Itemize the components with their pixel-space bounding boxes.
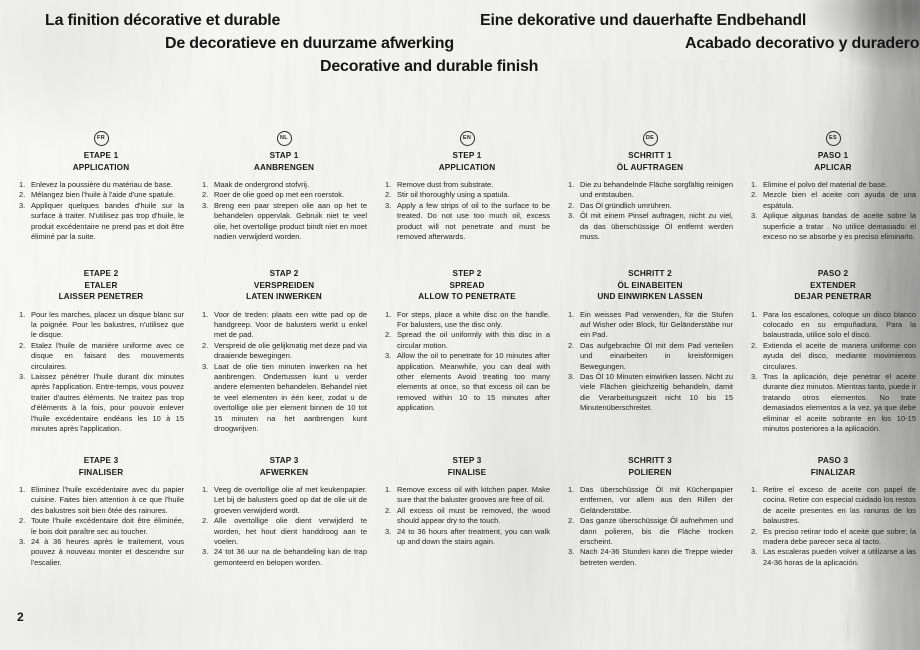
instruction-item: Tras la aplicación, deje penetrar el aceite durante diez minutos. Mientras tanto, puede ir tratando otros elementos. No trate demasiados elementos a la vez, ya que debe eliminar el aceite sobrante en los 10-15 minutos posteriores a la aplicación. [763, 371, 916, 433]
heading-line: AANBRENGEN [253, 162, 315, 172]
heading-line: ETAPE 2 [83, 269, 119, 278]
fr-language-badge-icon: FR [94, 131, 109, 146]
section-heading [18, 455, 184, 478]
instruction-item: For steps, place a white disc on the handle. For balusters, use the disc only. [397, 309, 550, 329]
instruction-item: Voor de treden: plaats een witte pad op de handgreep. Voor de balusters werkt u enkel met de pad. [214, 309, 367, 340]
instruction-item: Das überschüssige Öl mit Küchenpapier entfernen, vor allem aus den Rillen der Geländerstäbe. [580, 485, 733, 515]
heading-line: UND EINWIRKEN LASSEN [597, 292, 703, 301]
heading-line: PASO 2 [817, 269, 849, 278]
heading-line: ÖL AUFTRAGEN [616, 162, 684, 172]
es-step-2 [750, 268, 916, 455]
instruction-list [384, 180, 550, 242]
nl-step-1 [201, 150, 367, 268]
section-heading [567, 268, 733, 303]
de-step-3 [567, 455, 733, 568]
instruction-item: Mezcle bien el aceite con ayuda de una espátula. [763, 190, 916, 210]
badge-row [567, 126, 733, 150]
nl-language-badge-icon: NL [277, 131, 292, 146]
instruction-item: Remove excess oil with kitchen paper. Make sure that the baluster grooves are free of oil. [397, 485, 550, 505]
heading-line: STAP 3 [269, 456, 299, 465]
instruction-list [567, 310, 733, 414]
en-step-3 [384, 455, 550, 547]
section-heading [18, 268, 184, 303]
heading-line: LATEN INWERKEN [246, 292, 322, 301]
column-nl [201, 126, 367, 568]
instruction-item: Etalez l'huile de manière uniforme avec ce disque en faisant des mouvements circulaires. [31, 340, 184, 371]
instruction-item: Die zu behandelnde Fläche sorgfältig reinigen und entstauben. [580, 180, 733, 200]
instruction-item: Das Öl 10 Minuten einwirken lassen. Nicht zu viele Flächen gleichzeitig behandeln, damit die Verarbeitungszeit nicht 10 bis 15 Minutenüberschreitet. [580, 371, 733, 413]
heading-line: STEP 1 [452, 151, 482, 160]
instruction-list [18, 310, 184, 435]
section-heading [750, 150, 916, 173]
instruction-list [201, 310, 367, 435]
instruction-item: Es preciso retirar todo el aceite que sobre; la madera debe parecer seca al tacto. [763, 526, 916, 547]
heading-line: SCHRITT 3 [628, 456, 672, 465]
heading-line: SCHRITT 2 [628, 269, 672, 278]
section-heading [384, 455, 550, 478]
title-english: Decorative and durable finish [320, 58, 539, 75]
heading-line: DEJAR PENETRAR [794, 292, 872, 301]
title-german: Eine dekorative und dauerhafte Endbehandl [480, 12, 807, 29]
instruction-item: Laat de olie tien minuten inwerken na het aanbrengen. Ondertussen kunt u verder andere elementen behandelen. Behandel niet te veel elementen in één keer, zodat u de overtollige olie per element binnen de 10 tot 15 minuten na het aanbrengen kunt droogwrijven. [214, 361, 367, 433]
nl-step-3 [201, 455, 367, 568]
instruction-item: Retire el exceso de aceite con papel de cocina. Retire con especial cuidado los restos de aceite presentes en las ranuras de los balaustres. [763, 485, 916, 526]
instruction-item: Extienda el aceite de manera uniforme con ayuda del disco, mediante movimientos circulares. [763, 340, 916, 371]
column-fr [18, 126, 184, 568]
badge-row [750, 126, 916, 150]
heading-line: LAISSER PENETRER [58, 292, 144, 301]
instruction-item: Enlevez la poussière du matériau de base. [31, 180, 173, 189]
instruction-list [567, 180, 733, 242]
nl-step-2 [201, 268, 367, 455]
instruction-item: 24 tot 36 uur na de behandeling kan de trap gemonteerd en belopen worden. [214, 547, 367, 567]
section-heading [750, 455, 916, 478]
instruction-list [567, 485, 733, 568]
column-de [567, 126, 733, 568]
instruction-item: Para los escalones, coloque un disco blanco colocado en su empuñadura. Para la balaustrada, utilice solo el disco. [763, 309, 916, 340]
es-language-badge-icon: ES [826, 131, 841, 146]
badge-row [201, 126, 367, 150]
instruction-list [750, 485, 916, 568]
heading-line: FINALIZAR [810, 467, 856, 477]
heading-line: POLIEREN [628, 467, 672, 477]
heading-line: ÖL EINABEITEN [617, 280, 683, 290]
page-number: 2 [17, 610, 24, 624]
instruction-item: Mélangez bien l'huile à l'aide d'une spatule. [31, 190, 175, 200]
heading-line: SCHRITT 1 [628, 151, 672, 160]
section-heading [201, 150, 367, 173]
instruction-list [750, 180, 916, 242]
instruction-list [750, 310, 916, 435]
heading-line: APPLICATION [438, 162, 496, 172]
de-language-badge-icon: DE [643, 131, 658, 146]
column-es [750, 126, 916, 568]
title-spanish: Acabado decorativo y duradero [685, 35, 920, 52]
instruction-item: 24 à 36 heures après le traitement, vous pouvez à nouveau monter et descendre sur l'escalier. [31, 537, 184, 567]
heading-line: ETAPE 1 [83, 151, 119, 160]
es-step-3 [750, 455, 916, 568]
instruction-item: Pour les marches, placez un disque blanc sur la poignée. Pour les balustres, n'utilisez que le disque. [31, 309, 184, 340]
heading-line: PASO 3 [817, 456, 849, 465]
heading-line: EXTENDER [810, 280, 856, 290]
instruction-item: Das Öl gründlich umrühren. [580, 200, 672, 210]
instruction-item: Aplique algunas bandas de aceite sobre la superficie a tratar . No utilice demasiado: el exceso no se absorbe y es preciso eliminarlo. [763, 211, 916, 242]
section-heading [567, 150, 733, 173]
section-heading [201, 455, 367, 478]
instruction-columns [18, 126, 916, 568]
instruction-list [18, 180, 184, 242]
instruction-item: Stir oil thoroughly using a spatula. [397, 190, 510, 200]
instruction-item: Das aufgebrachte Öl mit dem Pad verteilen und einarbeiten in kreisförmigen Bewegungen. [580, 340, 733, 371]
instruction-item: Appliquer quelques bandes d'huile sur la surface à traiter. N'utilisez pas trop d'huile, le produit excédentaire ne prend pas et doit être éliminé par la suite. [31, 200, 184, 242]
instruction-item: Das ganze überschüssige Öl aufnehmen und dann polieren, bis die Fläche trocken erscheint. [580, 516, 733, 547]
title-french: La finition décorative et durable [45, 12, 281, 29]
en-language-badge-icon: EN [460, 131, 475, 146]
instruction-item: Eliminez l'huile excédentaire avec du papier cuisine. Faites bien attention à ce que l'huile des balustres soit bien ôtée des rainures. [31, 485, 184, 515]
instruction-item: Laissez pénétrer l'huile durant dix minutes après l'application. Entre-temps, vous pouvez traiter d'autres éléments. Ne traitez pas trop d'éléments à la fois, pour pouvoir enlever l'huile excédentaire endéans les 10 à 15 minutes après l'application. [31, 371, 184, 433]
heading-line: FINALISER [78, 467, 124, 477]
instruction-item: Öl mit einem Pinsel auftragen, nicht zu viel, da das überschüssige Öl entfernt werden muss. [580, 211, 733, 242]
instruction-item: Maak de ondergrond stofvrij. [214, 180, 310, 189]
instruction-list [201, 485, 367, 568]
section-heading [567, 455, 733, 478]
instruction-item: Toute l'huile excédentaire doit être éliminée, le bois doit paraître sec au toucher. [31, 516, 184, 536]
heading-line: PASO 1 [817, 151, 849, 160]
fr-step-2 [18, 268, 184, 455]
instruction-item: Verspreid de olie gelijkmatig met deze pad via draaiende bewegingen. [214, 340, 367, 361]
instruction-item: Allow the oil to penetrate for 10 minutes after application. Meanwhile, you can deal with other elements Avoid treating too many elements at once, so that excess oil can be removed within 10 to 15 minutes after application. [397, 351, 550, 413]
instruction-item: Breng een paar strepen olie aan op het te behandelen oppervlak. Gebruik niet te veel olie, het overtollige product bindt niet en moet nadien verwijderd worden. [214, 200, 367, 242]
section-heading [384, 268, 550, 303]
title-dutch: De decoratieve en duurzame afwerking [165, 35, 454, 52]
instruction-item: Elimine el polvo del material de base. [763, 180, 888, 189]
heading-line: STAP 1 [269, 151, 299, 160]
heading-line: APLICAR [814, 162, 852, 172]
instruction-item: Remove dust from substrate. [397, 180, 494, 189]
heading-line: ETALER [84, 280, 118, 290]
fr-step-3 [18, 455, 184, 568]
instruction-list [384, 310, 550, 414]
instruction-item: Veeg de overtollige olie af met keukenpapier. Let bij de balusters goed op dat de olie uit de groeven verwijderd wordt. [214, 485, 367, 515]
heading-line: ALLOW TO PENETRATE [418, 292, 516, 301]
heading-line: ETAPE 3 [83, 456, 119, 465]
de-step-2 [567, 268, 733, 455]
instruction-item: Las escaleras pueden volver a utilizarse a las 24-36 horas de la aplicación. [763, 547, 916, 567]
section-heading [384, 150, 550, 173]
instruction-item: Nach 24-36 Stunden kann die Treppe wieder betreten werden. [580, 547, 733, 567]
heading-line: STAP 2 [269, 269, 299, 278]
en-step-1 [384, 150, 550, 268]
instruction-list [384, 485, 550, 547]
instruction-item: Spread the oil uniformly with this disc in a circular motion. [397, 330, 550, 350]
instruction-list [18, 485, 184, 568]
column-en [384, 126, 550, 568]
heading-line: AFWERKEN [259, 467, 309, 477]
instruction-item: Alle overtollige olie dient verwijderd te worden, het hout dient handdroog aan te voelen. [214, 516, 367, 547]
instruction-item: 24 to 36 hours after treatment, you can walk up and down the stairs again. [397, 526, 550, 547]
section-heading [201, 268, 367, 303]
section-heading [18, 150, 184, 173]
instruction-list [201, 180, 367, 242]
instruction-item: Apply a few strips of oil to the surface to be treated. Do not use too much oil, excess product will not penetrate and must be removed afterwards. [397, 200, 550, 242]
es-step-1 [750, 150, 916, 268]
en-step-2 [384, 268, 550, 455]
heading-line: STEP 2 [452, 269, 482, 278]
heading-line: VERSPREIDEN [253, 280, 315, 290]
de-step-1 [567, 150, 733, 268]
fr-step-1 [18, 150, 184, 268]
heading-line: STEP 3 [452, 456, 482, 465]
heading-line: APPLICATION [72, 162, 130, 172]
heading-line: SPREAD [449, 280, 485, 290]
badge-row [18, 126, 184, 150]
heading-line: FINALISE [447, 467, 487, 477]
instruction-item: Roer de olie goed op met een roerstok. [214, 190, 345, 200]
instruction-item: All excess oil must be removed, the wood should appear dry to the touch. [397, 505, 550, 526]
badge-row [384, 126, 550, 150]
section-heading [750, 268, 916, 303]
instruction-item: Ein weisses Pad verwenden, für die Stufen auf Wisher oder Block, für Geländerstäbe nur ein Pad. [580, 309, 733, 340]
